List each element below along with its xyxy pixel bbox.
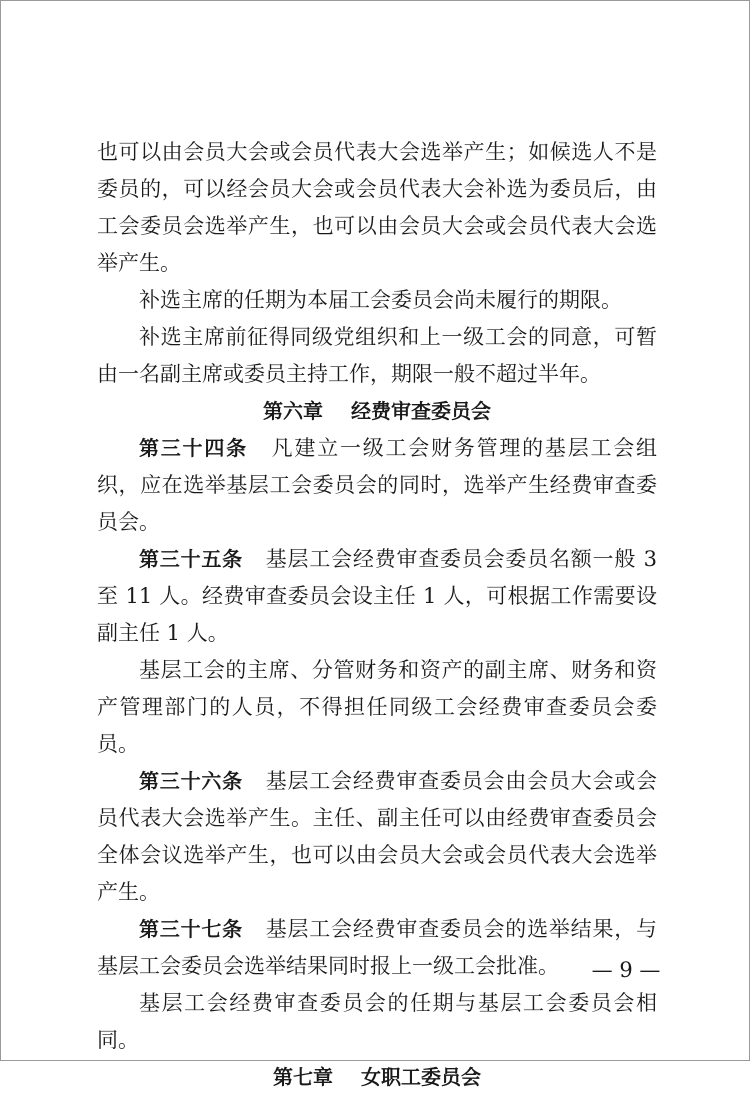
paragraph-interim-chair: 补选主席前征得同级党组织和上一级工会的同意，可暂由一名副主席或委员主持工作，期限一般不超过半年。 (97, 325, 657, 386)
article-text: 基层工会经费审查委员会委员名额一般 3 至 11 人。经费审查委员会设主任 1 人，可根据工作需要设副主任 1 人。 (97, 547, 657, 645)
paragraph-ineligible-members: 基层工会的主席、分管财务和资产的副主席、财务和资产管理部门的人员，不得担任同级工会经费审查委员会委员。 (97, 658, 657, 756)
chapter-title: 女职工委员会 (361, 1065, 481, 1089)
chapter-number: 第六章 (263, 399, 323, 423)
paragraph-continuation: 也可以由会员大会或会员代表大会选举产生；如候选人不是委员的，可以经会员大会或会员代表大会补选为委员后，由工会委员会选举产生，也可以由会员大会或会员代表大会选举产生。 (97, 140, 657, 275)
article-35 (97, 541, 657, 652)
article-label: 第三十七条 (139, 917, 243, 941)
article-label: 第三十六条 (139, 769, 243, 793)
article-34 (97, 430, 657, 541)
chapter-heading-six (97, 393, 657, 430)
article-text: 基层工会经费审查委员会的选举结果，与基层工会委员会选举结果同时报上一级工会批准。 (97, 917, 658, 978)
chapter-number: 第七章 (273, 1065, 333, 1089)
chapter-heading-seven (97, 1059, 657, 1096)
document-body (97, 134, 657, 1096)
article-label: 第三十四条 (139, 436, 248, 460)
paragraph-audit-term: 基层工会经费审查委员会的任期与基层工会委员会相同。 (97, 991, 657, 1052)
article-36 (97, 763, 657, 911)
chapter-title: 经费审查委员会 (351, 399, 491, 423)
paragraph-term-of-office: 补选主席的任期为本届工会委员会尚未履行的期限。 (139, 288, 622, 312)
article-label: 第三十五条 (139, 547, 243, 571)
article-text: 基层工会经费审查委员会由会员大会或会员代表大会选举产生。主任、副主任可以由经费审查委员会全体会议选举产生，也可以由会员大会或会员代表大会选举产生。 (97, 769, 658, 904)
article-text: 凡建立一级工会财务管理的基层工会组织，应在选举基层工会委员会的同时，选举产生经费审查委员会。 (97, 436, 658, 534)
page-number: — 9 — (591, 958, 661, 982)
